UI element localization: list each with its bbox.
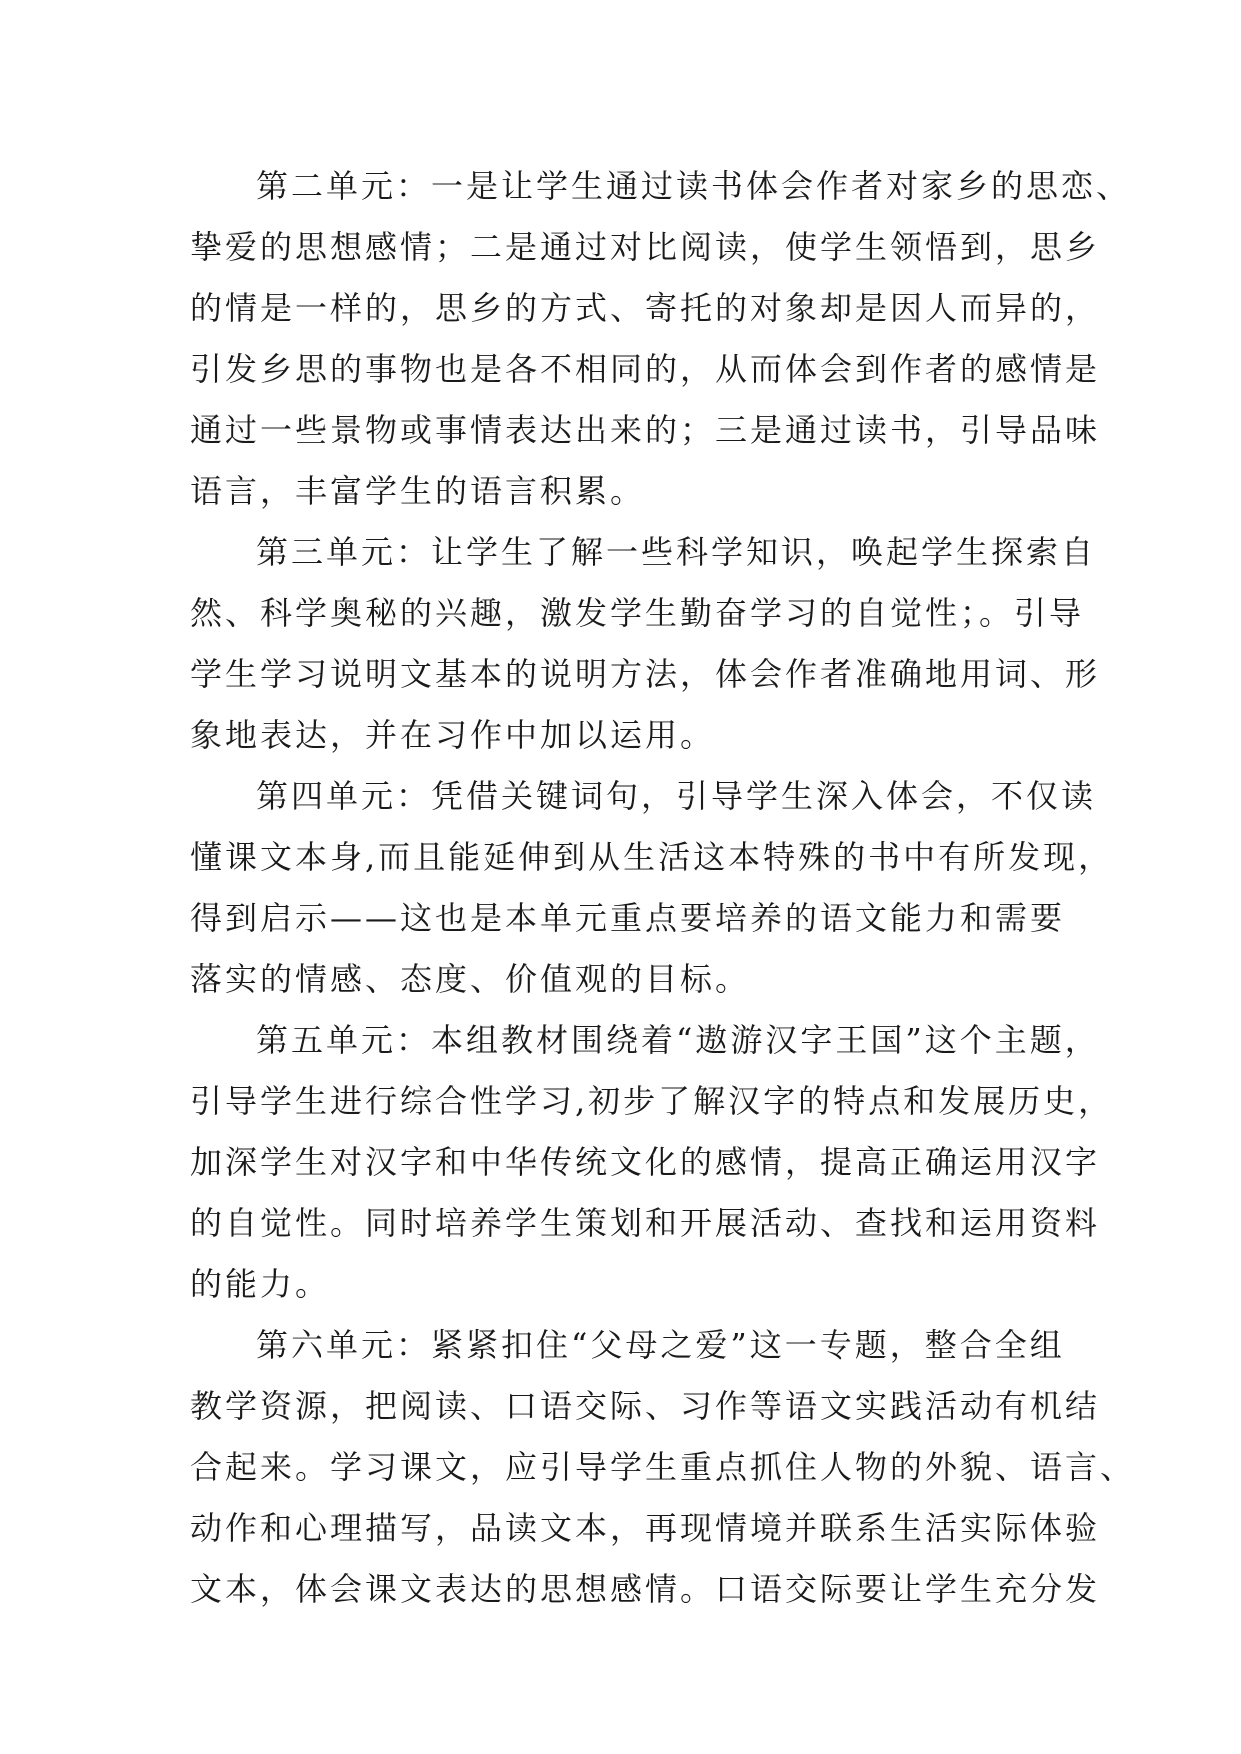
- text-line: 第三单元：让学生了解一些科学知识，唤起学生探索自: [256, 533, 1097, 571]
- text-line: 象地表达，并在习作中加以运用。: [190, 716, 716, 754]
- text-line: 加深学生对汉字和中华传统文化的感情，提高正确运用汉字: [190, 1143, 1101, 1181]
- text-line: 合起来。学习课文，应引导学生重点抓住人物的外貌、语言、: [190, 1448, 1136, 1486]
- text-line: 第五单元：本组教材围绕着“遨游汉字王国”这个主题，: [256, 1021, 1100, 1059]
- text-line: 引导学生进行综合性学习,初步了解汉字的特点和发展历史，: [190, 1082, 1114, 1120]
- text-line: 学生学习说明文基本的说明方法，体会作者准确地用词、形: [190, 655, 1101, 693]
- text-line: 通过一些景物或事情表达出来的；三是通过读书，引导品味: [190, 411, 1101, 449]
- text-line: 第二单元：一是让学生通过读书体会作者对家乡的思恋、: [256, 167, 1132, 205]
- text-line: 引发乡思的事物也是各不相同的，从而体会到作者的感情是: [190, 350, 1101, 388]
- text-line: 第六单元：紧紧扣住“父母之爱”这一专题，整合全组: [256, 1326, 1065, 1364]
- text-line: 第四单元：凭借关键词句，引导学生深入体会，不仅读: [256, 777, 1097, 815]
- body-text: [190, 156, 1136, 1620]
- text-line: 懂课文本身,而且能延伸到从生活这本特殊的书中有所发现，: [190, 838, 1114, 876]
- text-line: 文本，体会课文表达的思想感情。口语交际要让学生充分发: [190, 1570, 1101, 1608]
- text-line: 得到启示——这也是本单元重点要培养的语文能力和需要: [190, 899, 1066, 937]
- text-line: 的情是一样的，思乡的方式、寄托的对象却是因人而异的，: [190, 289, 1101, 327]
- text-line: 的自觉性。同时培养学生策划和开展活动、查找和运用资料: [190, 1204, 1101, 1242]
- text-line: 然、科学奥秘的兴趣，激发学生勤奋学习的自觉性；。引导: [190, 594, 1085, 632]
- text-line: 教学资源，把阅读、口语交际、习作等语文实践活动有机结: [190, 1387, 1101, 1425]
- text-line: 挚爱的思想感情；二是通过对比阅读，使学生领悟到，思乡: [190, 228, 1101, 266]
- text-line: 落实的情感、态度、价值观的目标。: [190, 960, 751, 998]
- text-line: 的能力。: [190, 1265, 331, 1303]
- text-line: 动作和心理描写，品读文本，再现情境并联系生活实际体验: [190, 1509, 1101, 1547]
- text-line: 语言，丰富学生的语言积累。: [190, 472, 646, 510]
